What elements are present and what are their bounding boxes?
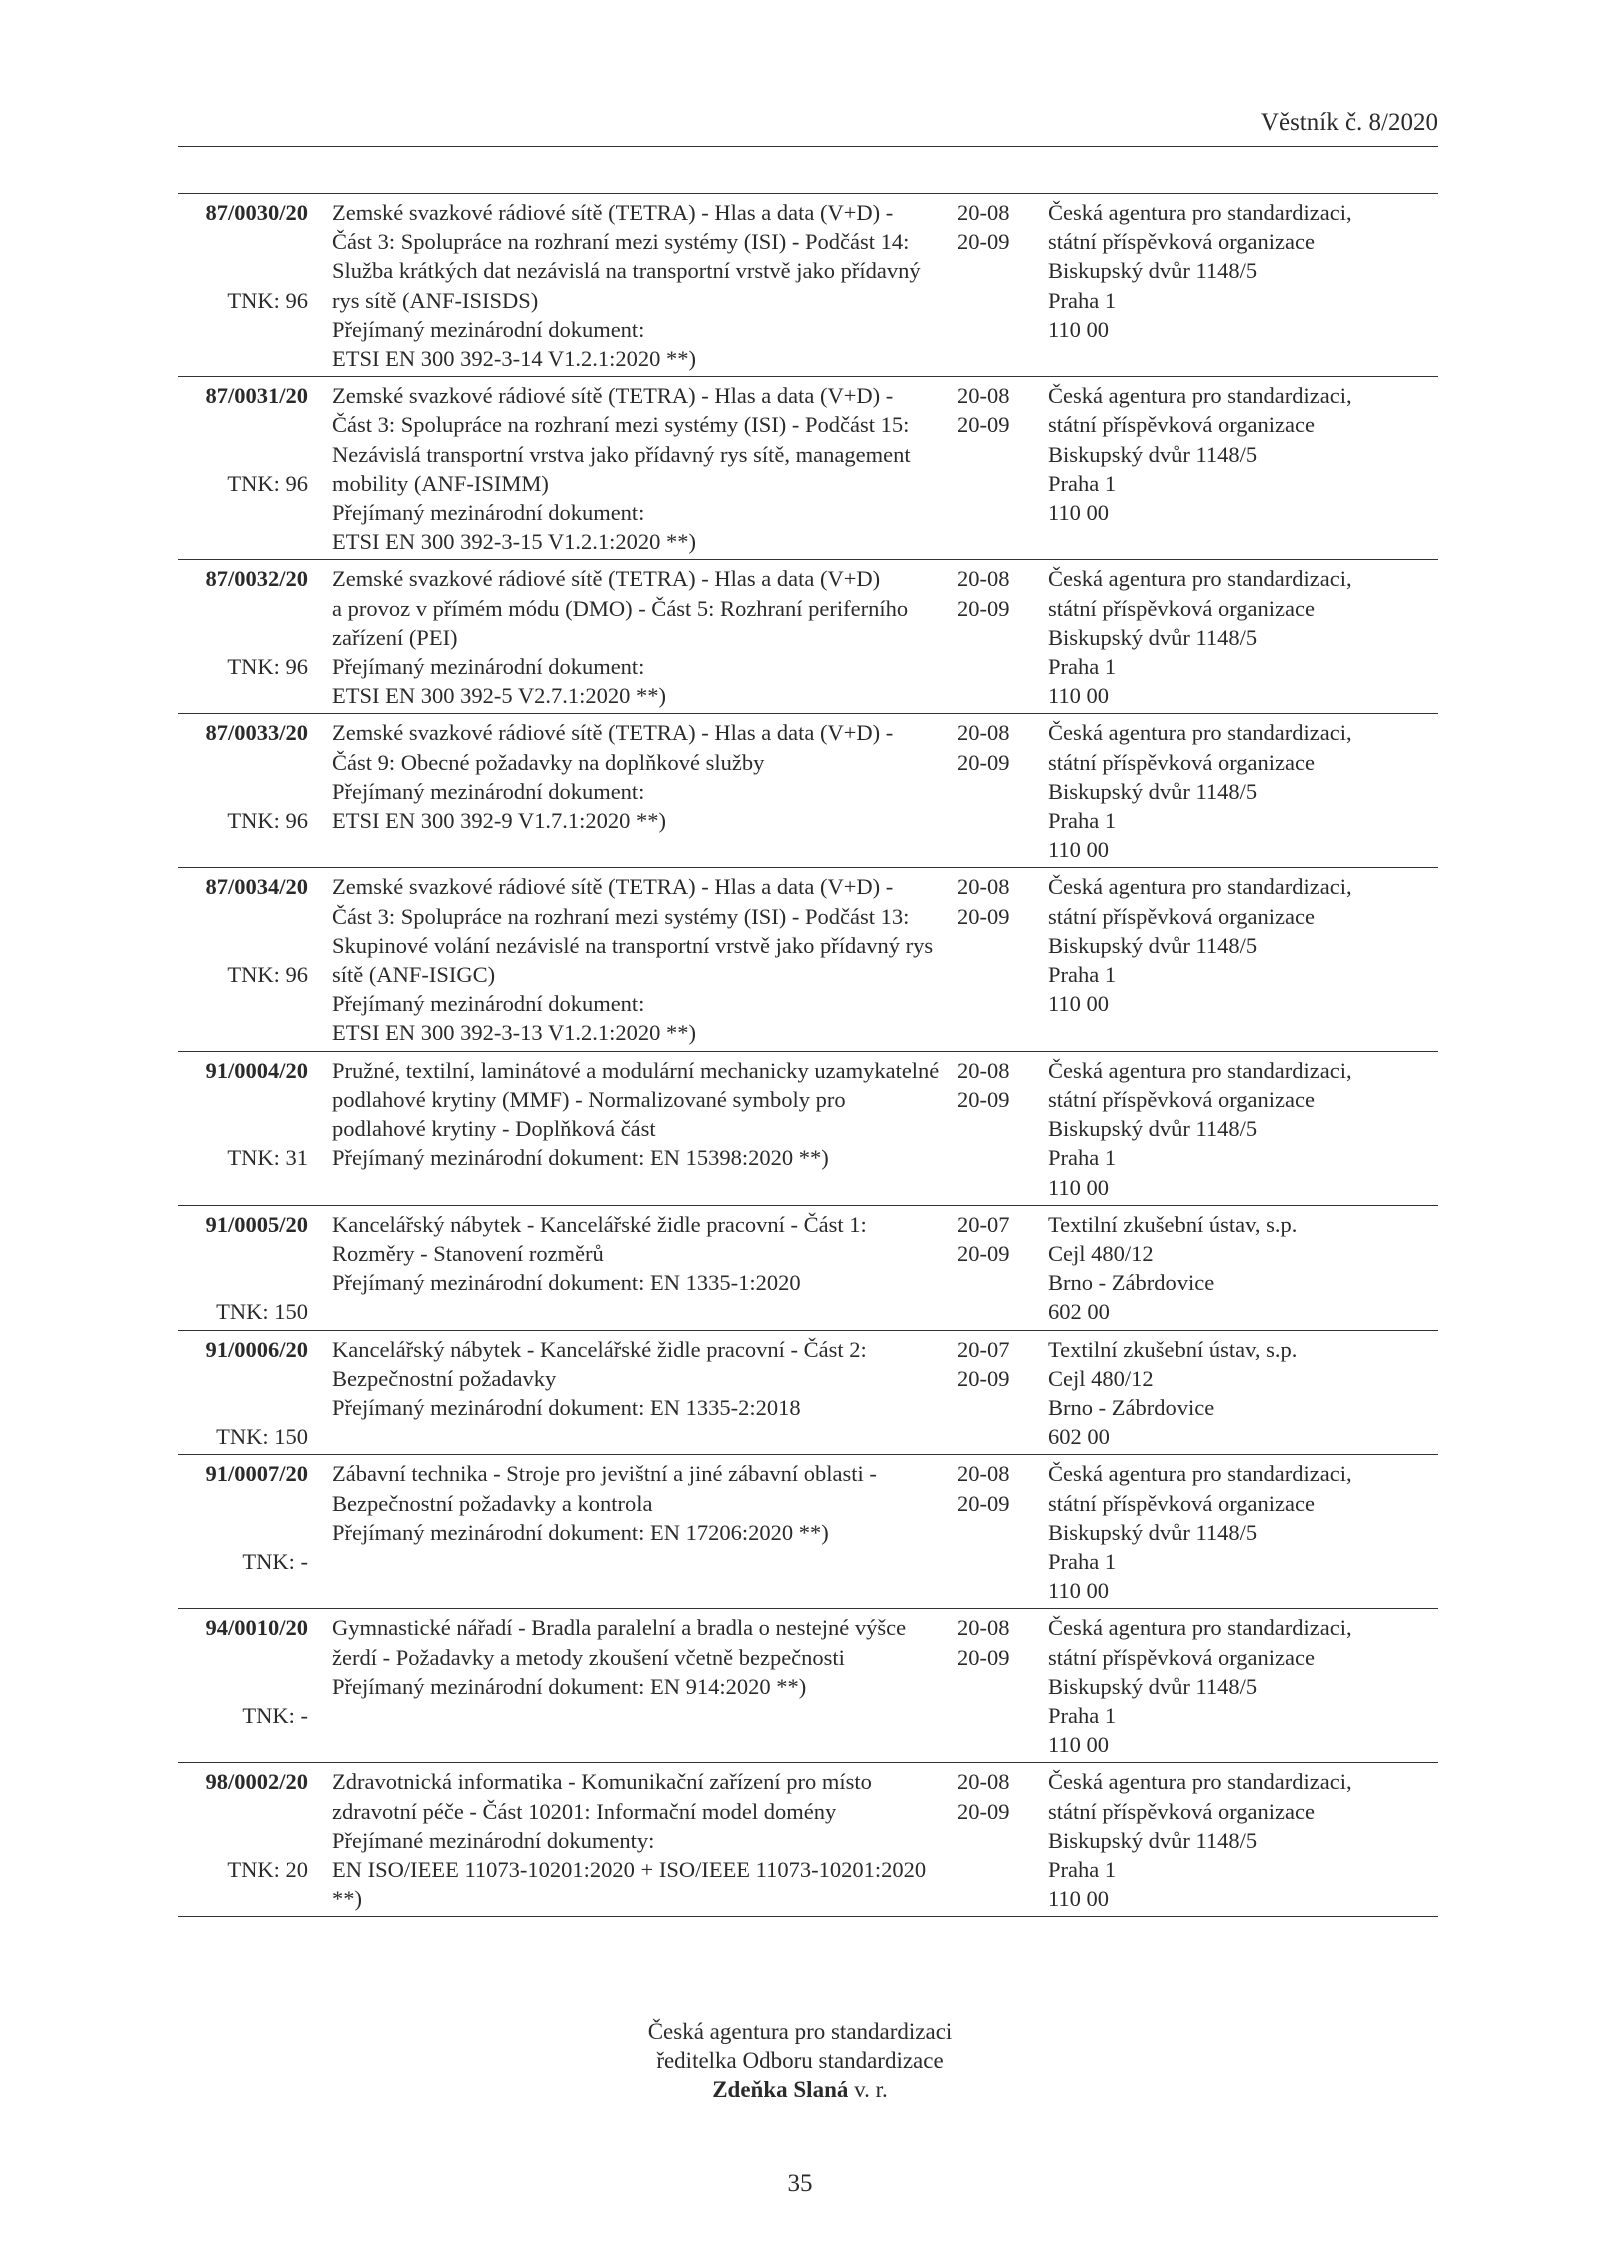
description-line: ETSI EN 300 392-3-15 V1.2.1:2020 **) xyxy=(332,529,696,555)
organization-line: 110 00 xyxy=(1048,1732,1110,1758)
entry-description xyxy=(308,1331,946,1455)
entry-tnk: TNK: 96 xyxy=(227,654,308,680)
organization-line: Brno - Zábrdovice xyxy=(1048,1394,1215,1420)
entry-dates xyxy=(946,1609,1034,1762)
date-value: 20-09 xyxy=(957,1644,1010,1670)
description-line: žerdí - Požadavky a metody zkoušení včetně bezpečnosti xyxy=(332,1644,845,1670)
entry-tnk: TNK: 20 xyxy=(227,1856,308,1882)
description-line: zařízení (PEI) xyxy=(332,624,458,650)
description-line: Bezpečnostní požadavky a kontrola xyxy=(332,1490,653,1516)
organization-line: Praha 1 xyxy=(1048,808,1117,834)
description-line: Přejímaný mezinárodní dokument: xyxy=(332,654,645,680)
description-line: Kancelářský nábytek - Kancelářské židle pracovní - Část 1: xyxy=(332,1211,867,1237)
table-row xyxy=(178,1330,1438,1455)
date-value: 20-09 xyxy=(957,1798,1010,1824)
description-line: ETSI EN 300 392-9 V1.7.1:2020 **) xyxy=(332,808,666,834)
description-line: Gymnastické nářadí - Bradla paralelní a bradla o nestejné výšce xyxy=(332,1615,907,1641)
entry-dates xyxy=(946,1763,1034,1916)
organization-line: Textilní zkušební ústav, s.p. xyxy=(1048,1211,1298,1237)
organization-line: Cejl 480/12 xyxy=(1048,1365,1154,1391)
entry-organization xyxy=(1034,1331,1438,1455)
description-line: Bezpečnostní požadavky xyxy=(332,1365,557,1391)
entry-id-cell xyxy=(178,1763,308,1916)
description-line: rys sítě (ANF-ISISDS) xyxy=(332,287,539,313)
organization-line: státní příspěvková organizace xyxy=(1048,1086,1315,1112)
entry-number: 94/0010/20 xyxy=(205,1615,308,1641)
entry-tnk: TNK: - xyxy=(242,1548,308,1574)
entry-id-cell xyxy=(178,560,308,713)
entry-organization xyxy=(1034,560,1438,713)
entry-description xyxy=(308,1052,946,1205)
table-row xyxy=(178,1762,1438,1917)
description-line: Část 3: Spolupráce na rozhraní mezi systémy (ISI) - Podčást 15: xyxy=(332,412,910,438)
description-line: Zdravotnická informatika - Komunikační zařízení pro místo xyxy=(332,1769,872,1795)
table-row xyxy=(178,1608,1438,1762)
entry-organization xyxy=(1034,1455,1438,1608)
entry-id-cell xyxy=(178,1206,308,1330)
organization-line: Biskupský dvůr 1148/5 xyxy=(1048,1519,1258,1545)
signature-org: Česká agentura pro standardizaci xyxy=(647,2019,953,2044)
date-value: 20-08 xyxy=(957,200,1010,225)
organization-line: Česká agentura pro standardizaci, xyxy=(1048,1615,1352,1641)
entry-id-cell xyxy=(178,194,308,376)
organization-line: 110 00 xyxy=(1048,316,1110,342)
page-number: 35 xyxy=(787,2170,813,2197)
description-line: Přejímaný mezinárodní dokument: xyxy=(332,991,645,1017)
table-row xyxy=(178,1454,1438,1608)
organization-line: 110 00 xyxy=(1048,991,1110,1017)
entry-organization xyxy=(1034,377,1438,559)
description-line: Přejímaný mezinárodní dokument: EN 1335-2:2018 xyxy=(332,1394,801,1420)
page-header: Věstník č. 8/2020 xyxy=(1260,109,1438,136)
entry-dates xyxy=(946,560,1034,713)
entry-description xyxy=(308,377,946,559)
entry-id-cell xyxy=(178,1052,308,1205)
description-line: Nezávislá transportní vrstva jako přídavný rys sítě, management xyxy=(332,441,911,467)
organization-line: státní příspěvková organizace xyxy=(1048,1644,1315,1670)
signature-role: ředitelka Odboru standardizace xyxy=(656,2048,944,2073)
organization-line: Biskupský dvůr 1148/5 xyxy=(1048,1827,1258,1853)
organization-line: 110 00 xyxy=(1048,1174,1110,1200)
entry-number: 98/0002/20 xyxy=(205,1769,308,1795)
organization-line: Česká agentura pro standardizaci, xyxy=(1048,200,1352,225)
organization-line: 110 00 xyxy=(1048,1886,1110,1912)
description-line: Přejímané mezinárodní dokumenty: xyxy=(332,1827,655,1853)
description-line: Rozměry - Stanovení rozměrů xyxy=(332,1240,604,1266)
organization-line: Česká agentura pro standardizaci, xyxy=(1048,1461,1352,1487)
date-value: 20-09 xyxy=(957,1240,1010,1266)
organization-line: Česká agentura pro standardizaci, xyxy=(1048,566,1352,592)
description-line: Zemské svazkové rádiové sítě (TETRA) - Hlas a data (V+D) - xyxy=(332,874,894,900)
date-value: 20-09 xyxy=(957,1086,1010,1112)
entry-organization xyxy=(1034,1206,1438,1330)
organization-line: Česká agentura pro standardizaci, xyxy=(1048,874,1352,900)
entry-tnk: TNK: - xyxy=(242,1702,308,1728)
organization-line: 110 00 xyxy=(1048,1578,1110,1604)
description-line: Skupinové volání nezávislé na transportní vrstvě jako přídavný rys xyxy=(332,932,934,958)
date-value: 20-08 xyxy=(957,1769,1010,1795)
date-value: 20-08 xyxy=(957,1057,1010,1083)
description-line: Část 3: Spolupráce na rozhraní mezi systémy (ISI) - Podčást 14: xyxy=(332,229,910,255)
entry-organization xyxy=(1034,714,1438,867)
description-line: Přejímaný mezinárodní dokument: EN 17206:2020 **) xyxy=(332,1519,829,1545)
description-line: podlahové krytiny (MMF) - Normalizované symboly pro xyxy=(332,1086,846,1112)
standards-table xyxy=(178,193,1438,1917)
entry-dates xyxy=(946,714,1034,867)
organization-line: Biskupský dvůr 1148/5 xyxy=(1048,258,1258,284)
entry-dates xyxy=(946,1455,1034,1608)
date-value: 20-09 xyxy=(957,412,1010,438)
organization-line: státní příspěvková organizace xyxy=(1048,1798,1315,1824)
entry-id-cell xyxy=(178,868,308,1050)
entry-id-cell xyxy=(178,377,308,559)
description-line: Přejímaný mezinárodní dokument: xyxy=(332,500,645,526)
description-line: Zemské svazkové rádiové sítě (TETRA) - Hlas a data (V+D) - xyxy=(332,720,894,746)
organization-line: Česká agentura pro standardizaci, xyxy=(1048,383,1352,409)
entry-tnk: TNK: 96 xyxy=(227,287,308,313)
entry-organization xyxy=(1034,1609,1438,1762)
table-row xyxy=(178,867,1438,1050)
table-row xyxy=(178,376,1438,559)
description-line: Přejímaný mezinárodní dokument: xyxy=(332,316,645,342)
entry-description xyxy=(308,1455,946,1608)
description-line: Pružné, textilní, laminátové a modulární mechanicky uzamykatelné xyxy=(332,1057,940,1083)
entry-id-cell xyxy=(178,1609,308,1762)
date-value: 20-09 xyxy=(957,749,1010,775)
organization-line: státní příspěvková organizace xyxy=(1048,229,1315,255)
description-line: ETSI EN 300 392-3-14 V1.2.1:2020 **) xyxy=(332,346,696,372)
entry-tnk: TNK: 96 xyxy=(227,962,308,988)
description-line: Přejímaný mezinárodní dokument: EN 15398:2020 **) xyxy=(332,1145,829,1171)
entry-description xyxy=(308,714,946,867)
table-row xyxy=(178,559,1438,713)
date-value: 20-08 xyxy=(957,1461,1010,1487)
entry-organization xyxy=(1034,194,1438,376)
entry-tnk: TNK: 31 xyxy=(227,1145,308,1171)
description-line: podlahové krytiny - Doplňková část xyxy=(332,1116,656,1142)
entry-organization xyxy=(1034,1052,1438,1205)
organization-line: státní příspěvková organizace xyxy=(1048,595,1315,621)
signature-suffix: v. r. xyxy=(848,2077,888,2102)
entry-tnk: TNK: 150 xyxy=(216,1424,308,1450)
description-line: Část 9: Obecné požadavky na doplňkové služby xyxy=(332,749,765,775)
date-value: 20-09 xyxy=(957,1490,1010,1516)
signature-line xyxy=(0,2075,1600,2104)
entry-dates xyxy=(946,377,1034,559)
entry-organization xyxy=(1034,1763,1438,1916)
table-row xyxy=(178,193,1438,376)
description-line: Část 3: Spolupráce na rozhraní mezi systémy (ISI) - Podčást 13: xyxy=(332,903,910,929)
entry-id-cell xyxy=(178,714,308,867)
date-value: 20-08 xyxy=(957,566,1010,592)
entry-dates xyxy=(946,868,1034,1050)
date-value: 20-09 xyxy=(957,1365,1010,1391)
organization-line: 110 00 xyxy=(1048,500,1110,526)
organization-line: 602 00 xyxy=(1048,1299,1110,1325)
entry-description xyxy=(308,1763,946,1916)
description-line: EN ISO/IEEE 11073-10201:2020 + ISO/IEEE 11073-10201:2020 **) xyxy=(332,1856,927,1912)
organization-line: státní příspěvková organizace xyxy=(1048,749,1315,775)
date-value: 20-09 xyxy=(957,229,1010,255)
description-line: Přejímaný mezinárodní dokument: EN 914:2020 **) xyxy=(332,1673,807,1699)
organization-line: Česká agentura pro standardizaci, xyxy=(1048,1769,1352,1795)
organization-line: státní příspěvková organizace xyxy=(1048,412,1315,438)
description-line: a provoz v přímém módu (DMO) - Část 5: Rozhraní periferního xyxy=(332,595,909,621)
description-line: Přejímaný mezinárodní dokument: xyxy=(332,778,645,804)
entry-description xyxy=(308,1206,946,1330)
description-line: Zemské svazkové rádiové sítě (TETRA) - Hlas a data (V+D) - xyxy=(332,200,894,225)
entry-number: 91/0004/20 xyxy=(205,1057,308,1083)
organization-line: Biskupský dvůr 1148/5 xyxy=(1048,778,1258,804)
organization-line: Česká agentura pro standardizaci, xyxy=(1048,720,1352,746)
entry-number: 91/0005/20 xyxy=(205,1211,308,1237)
organization-line: Praha 1 xyxy=(1048,470,1117,496)
description-line: Zemské svazkové rádiové sítě (TETRA) - Hlas a data (V+D) xyxy=(332,566,881,592)
entry-dates xyxy=(946,194,1034,376)
entry-id-cell xyxy=(178,1455,308,1608)
entry-organization xyxy=(1034,868,1438,1050)
description-line: Zemské svazkové rádiové sítě (TETRA) - Hlas a data (V+D) - xyxy=(332,383,894,409)
signature-block xyxy=(0,2017,1600,2104)
description-line: Přejímaný mezinárodní dokument: EN 1335-1:2020 xyxy=(332,1270,801,1296)
date-value: 20-08 xyxy=(957,874,1010,900)
organization-line: Praha 1 xyxy=(1048,1702,1117,1728)
date-value: 20-07 xyxy=(957,1336,1010,1362)
description-line: Kancelářský nábytek - Kancelářské židle pracovní - Část 2: xyxy=(332,1336,867,1362)
description-line: mobility (ANF-ISIMM) xyxy=(332,470,549,496)
table-row xyxy=(178,1205,1438,1330)
entry-number: 87/0030/20 xyxy=(205,200,308,225)
description-line: Služba krátkých dat nezávislá na transportní vrstvě jako přídavný xyxy=(332,258,921,284)
date-value: 20-09 xyxy=(957,903,1010,929)
date-value: 20-08 xyxy=(957,383,1010,409)
signature-name: Zdeňka Slaná xyxy=(712,2077,849,2102)
organization-line: Praha 1 xyxy=(1048,1856,1117,1882)
date-value: 20-08 xyxy=(957,720,1010,746)
organization-line: Brno - Zábrdovice xyxy=(1048,1270,1215,1296)
entry-description xyxy=(308,194,946,376)
organization-line: 110 00 xyxy=(1048,837,1110,863)
organization-line: Česká agentura pro standardizaci, xyxy=(1048,1057,1352,1083)
entry-dates xyxy=(946,1052,1034,1205)
date-value: 20-09 xyxy=(957,595,1010,621)
entry-tnk: TNK: 150 xyxy=(216,1299,308,1325)
table-row xyxy=(178,1051,1438,1205)
description-line: sítě (ANF-ISIGC) xyxy=(332,962,496,988)
entry-number: 87/0032/20 xyxy=(205,566,308,592)
entry-number: 91/0007/20 xyxy=(205,1461,308,1487)
organization-line: Biskupský dvůr 1148/5 xyxy=(1048,441,1258,467)
organization-line: Biskupský dvůr 1148/5 xyxy=(1048,932,1258,958)
header-rule xyxy=(178,146,1438,147)
organization-line: Praha 1 xyxy=(1048,287,1117,313)
table-row xyxy=(178,713,1438,867)
entry-tnk: TNK: 96 xyxy=(227,470,308,496)
entry-description xyxy=(308,1609,946,1762)
organization-line: státní příspěvková organizace xyxy=(1048,1490,1315,1516)
organization-line: 110 00 xyxy=(1048,683,1110,709)
entry-number: 87/0033/20 xyxy=(205,720,308,746)
entry-description xyxy=(308,868,946,1050)
entry-dates xyxy=(946,1331,1034,1455)
entry-dates xyxy=(946,1206,1034,1330)
entry-description xyxy=(308,560,946,713)
entry-number: 87/0031/20 xyxy=(205,383,308,409)
organization-line: Praha 1 xyxy=(1048,1548,1117,1574)
organization-line: Praha 1 xyxy=(1048,1145,1117,1171)
description-line: ETSI EN 300 392-5 V2.7.1:2020 **) xyxy=(332,683,666,709)
organization-line: Praha 1 xyxy=(1048,962,1117,988)
entry-tnk: TNK: 96 xyxy=(227,808,308,834)
entry-number: 87/0034/20 xyxy=(205,874,308,900)
description-line: zdravotní péče - Část 10201: Informační model domény xyxy=(332,1798,837,1824)
entry-number: 91/0006/20 xyxy=(205,1336,308,1362)
organization-line: Biskupský dvůr 1148/5 xyxy=(1048,1116,1258,1142)
organization-line: státní příspěvková organizace xyxy=(1048,903,1315,929)
organization-line: Praha 1 xyxy=(1048,654,1117,680)
organization-line: Cejl 480/12 xyxy=(1048,1240,1154,1266)
organization-line: 602 00 xyxy=(1048,1424,1110,1450)
date-value: 20-08 xyxy=(957,1615,1010,1641)
description-line: ETSI EN 300 392-3-13 V1.2.1:2020 **) xyxy=(332,1020,696,1046)
entry-id-cell xyxy=(178,1331,308,1455)
organization-line: Biskupský dvůr 1148/5 xyxy=(1048,1673,1258,1699)
description-line: Zábavní technika - Stroje pro jevištní a jiné zábavní oblasti - xyxy=(332,1461,877,1487)
organization-line: Textilní zkušební ústav, s.p. xyxy=(1048,1336,1298,1362)
date-value: 20-07 xyxy=(957,1211,1010,1237)
organization-line: Biskupský dvůr 1148/5 xyxy=(1048,624,1258,650)
